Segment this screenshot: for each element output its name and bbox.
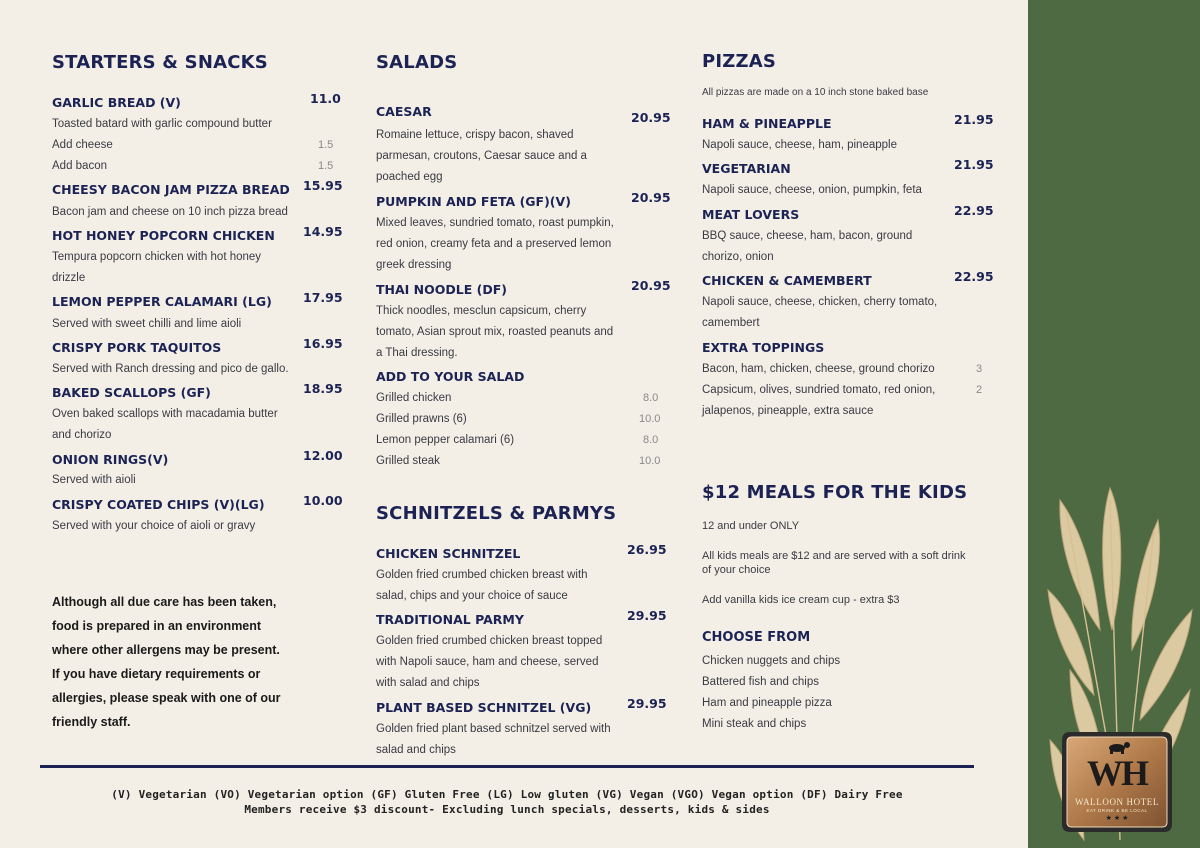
- schnitzels-title: SCHNITZELS & PARMYS: [376, 503, 617, 524]
- menu-item-desc: tomato, Asian sprout mix, roasted peanuts and: [376, 326, 614, 338]
- menu-item-name: THAI NOODLE (DF): [376, 282, 507, 297]
- menu-item-desc: parmesan, croutons, Caesar sauce and a: [376, 150, 587, 162]
- menu-item-desc: salad and chips: [376, 744, 456, 756]
- menu-item-price: 20.95: [631, 278, 671, 293]
- menu-item-name: HOT HONEY POPCORN CHICKEN: [52, 228, 275, 243]
- allergen-line: where other allergens may be present.: [52, 643, 280, 657]
- menu-item-price: 10.00: [303, 493, 343, 508]
- addon-price: 1.5: [318, 160, 334, 172]
- menu-item-name: CHICKEN & CAMEMBERT: [702, 273, 872, 288]
- salad-add-price: 10.0: [639, 455, 661, 467]
- menu-item-price: 29.95: [627, 608, 667, 623]
- pizzas-subtitle: All pizzas are made on a 10 inch stone baked base: [702, 87, 929, 98]
- menu-item-desc: chorizo, onion: [702, 251, 774, 263]
- menu-item-desc: Served with Ranch dressing and pico de gallo.: [52, 363, 289, 375]
- salad-add-price: 8.0: [643, 392, 659, 404]
- menu-item-desc: salad, chips and your choice of sauce: [376, 590, 568, 602]
- salad-add-name: Lemon pepper calamari (6): [376, 434, 515, 446]
- menu-item-desc: drizzle: [52, 272, 86, 284]
- kids-note: 12 and under ONLY: [702, 520, 800, 532]
- menu-item-name: PLANT BASED SCHNITZEL (VG): [376, 700, 592, 715]
- allergen-line: allergies, please speak with one of our: [52, 691, 281, 705]
- menu-item-desc: red onion, creamy feta and a preserved lemon: [376, 238, 612, 250]
- menu-item-desc: poached egg: [376, 171, 443, 183]
- menu-item-name: ONION RINGS(V): [52, 452, 169, 467]
- menu-item-desc: Oven baked scallops with macadamia butter: [52, 408, 278, 420]
- menu-item-desc: Mixed leaves, sundried tomato, roast pumpkin,: [376, 217, 614, 229]
- add-to-salad-title: ADD TO YOUR SALAD: [376, 369, 525, 384]
- menu-item-desc: and chorizo: [52, 429, 112, 441]
- menu-item-name: TRADITIONAL PARMY: [376, 612, 524, 627]
- menu-item-desc: BBQ sauce, cheese, ham, bacon, ground: [702, 230, 913, 242]
- salad-add-price: 8.0: [643, 434, 659, 446]
- extra-topping-price: 2: [976, 384, 983, 396]
- pizzas-title: PIZZAS: [702, 51, 777, 72]
- menu-item-name: CRISPY PORK TAQUITOS: [52, 340, 222, 355]
- menu-item-name: VEGETARIAN: [702, 161, 791, 176]
- menu-item-price: 26.95: [627, 542, 667, 557]
- salad-add-name: Grilled prawns (6): [376, 413, 467, 425]
- logo-stars-icon: ★ ★ ★: [1105, 815, 1129, 822]
- menu-item-name: CHEESY BACON JAM PIZZA BREAD: [52, 182, 290, 197]
- menu-item-name: CHICKEN SCHNITZEL: [376, 546, 521, 561]
- menu-item-name: PUMPKIN AND FETA (GF)(V): [376, 194, 571, 209]
- menu-item-desc: Golden fried plant based schnitzel served with: [376, 723, 611, 735]
- kids-note: of your choice: [702, 564, 771, 576]
- logo-tagline: EAT DRINK & BE LOCAL: [1086, 808, 1148, 813]
- addon-name: Add cheese: [52, 139, 113, 151]
- allergen-line: Although all due care has been taken,: [52, 595, 277, 609]
- menu-item-desc: Toasted batard with garlic compound butter: [52, 118, 272, 130]
- menu-item-price: 15.95: [303, 178, 343, 193]
- menu-item-price: 16.95: [303, 336, 343, 351]
- menu-item-desc: Golden fried crumbed chicken breast with: [376, 569, 588, 581]
- allergen-line: friendly staff.: [52, 715, 131, 729]
- extra-toppings-title: EXTRA TOPPINGS: [702, 340, 825, 355]
- kids-note: All kids meals are $12 and are served with a soft drink: [702, 550, 966, 562]
- menu-item-name: HAM & PINEAPPLE: [702, 116, 832, 131]
- menu-item-price: 20.95: [631, 110, 671, 125]
- kids-title: $12 MEALS FOR THE KIDS: [702, 482, 968, 503]
- addon-price: 1.5: [318, 139, 334, 151]
- allergen-line: food is prepared in an environment: [52, 619, 262, 633]
- menu-item-desc: Thick noodles, mesclun capsicum, cherry: [376, 305, 587, 317]
- menu-item-desc: greek dressing: [376, 259, 452, 271]
- menu-item-price: 12.00: [303, 448, 343, 463]
- choose-from-title: CHOOSE FROM: [702, 630, 811, 645]
- allergen-note: [52, 590, 312, 734]
- kids-note: Add vanilla kids ice cream cup - extra $3: [702, 594, 900, 606]
- salad-add-price: 10.0: [639, 413, 661, 425]
- menu-item-price: 18.95: [303, 381, 343, 396]
- extra-topping-desc: Bacon, ham, chicken, cheese, ground chorizo: [702, 363, 935, 375]
- salad-add-name: Grilled steak: [376, 455, 440, 467]
- kids-choice: Chicken nuggets and chips: [702, 655, 841, 667]
- menu-item-price: 21.95: [954, 112, 994, 127]
- menu-item-price: 22.95: [954, 203, 994, 218]
- menu-item-name: GARLIC BREAD (V): [52, 95, 181, 110]
- kids-choice: Mini steak and chips: [702, 718, 807, 730]
- addon-name: Add bacon: [52, 160, 107, 172]
- menu-item-price: 17.95: [303, 290, 343, 305]
- dietary-legend: (V) Vegetarian (VO) Vegetarian option (GF) Gluten Free (LG) Low gluten (VG) Vegan (VGO) Vegan option (DF) Dairy Free: [111, 788, 903, 801]
- extra-topping-desc: jalapenos, pineapple, extra sauce: [702, 405, 874, 417]
- menu-item-desc: Napoli sauce, cheese, ham, pineapple: [702, 139, 897, 151]
- menu-item-desc: Tempura popcorn chicken with hot honey: [52, 251, 262, 263]
- footer-divider: [40, 765, 974, 768]
- menu-item-name: CAESAR: [376, 104, 432, 119]
- extra-topping-price: 3: [976, 363, 983, 375]
- menu-item-desc: Golden fried crumbed chicken breast topped: [376, 635, 603, 647]
- menu-item-price: 29.95: [627, 696, 667, 711]
- salads-title: SALADS: [376, 52, 458, 73]
- logo-monogram: WH: [1086, 753, 1147, 793]
- menu-item-price: 11.0: [310, 91, 341, 106]
- menu-item-name: MEAT LOVERS: [702, 207, 800, 222]
- menu-item-desc: Served with your choice of aioli or gravy: [52, 520, 256, 532]
- menu-item-price: 21.95: [954, 157, 994, 172]
- logo-name: WALLOON HOTEL: [1074, 797, 1160, 807]
- menu-item-price: 14.95: [303, 224, 343, 239]
- allergen-line: If you have dietary requirements or: [52, 667, 261, 681]
- menu-item-desc: with salad and chips: [376, 677, 480, 689]
- menu-item-price: 20.95: [631, 190, 671, 205]
- menu-item-name: LEMON PEPPER CALAMARI (LG): [52, 294, 272, 309]
- walloon-hotel-logo: [1058, 728, 1176, 836]
- menu-item-desc: a Thai dressing.: [376, 347, 458, 359]
- menu-item-desc: Napoli sauce, cheese, onion, pumpkin, feta: [702, 184, 922, 196]
- menu-item-desc: with Napoli sauce, ham and cheese, served: [376, 656, 599, 668]
- menu-item-desc: Napoli sauce, cheese, chicken, cherry tomato,: [702, 296, 938, 308]
- kids-choice: Ham and pineapple pizza: [702, 697, 832, 709]
- menu-item-name: BAKED SCALLOPS (GF): [52, 385, 211, 400]
- menu-item-desc: camembert: [702, 317, 760, 329]
- menu-item-price: 22.95: [954, 269, 994, 284]
- menu-item-desc: Served with aioli: [52, 474, 136, 486]
- menu-item-desc: Romaine lettuce, crispy bacon, shaved: [376, 129, 574, 141]
- menu-item-name: CRISPY COATED CHIPS (V)(LG): [52, 497, 265, 512]
- menu-item-desc: Served with sweet chilli and lime aioli: [52, 318, 242, 330]
- member-discount-note: Members receive $3 discount- Excluding lunch specials, desserts, kids & sides: [244, 803, 770, 816]
- salad-add-name: Grilled chicken: [376, 392, 452, 404]
- starters-title: STARTERS & SNACKS: [52, 52, 268, 73]
- kids-choice: Battered fish and chips: [702, 676, 819, 688]
- menu-item-desc: Bacon jam and cheese on 10 inch pizza bread: [52, 206, 288, 218]
- extra-topping-desc: Capsicum, olives, sundried tomato, red onion,: [702, 384, 936, 396]
